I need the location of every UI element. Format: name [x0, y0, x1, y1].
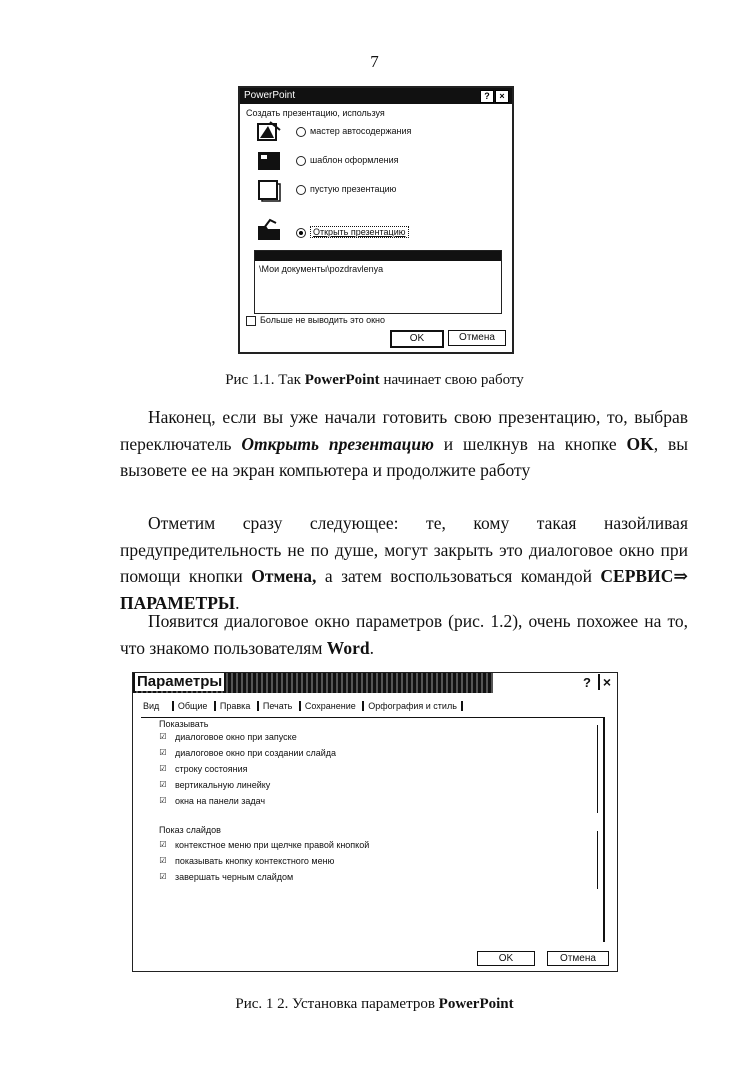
- blank-presentation-icon: [256, 178, 282, 202]
- tab-general[interactable]: Общие: [172, 701, 212, 711]
- ok-button[interactable]: OK: [477, 951, 535, 966]
- end-with-black-slide-label: завершать черным слайдом: [175, 872, 294, 882]
- tab-edit[interactable]: Правка: [214, 701, 254, 711]
- ok-button[interactable]: OK: [390, 330, 444, 348]
- figure2-caption: Рис. 1 2. Установка параметров PowerPoint: [235, 996, 514, 1012]
- startup-dialog-label: диалоговое окно при запуске: [175, 732, 297, 742]
- tab-spelling-style[interactable]: Орфография и стиль: [362, 701, 463, 711]
- dont-show-checkbox[interactable]: [246, 316, 256, 326]
- taskbar-windows-checkbox[interactable]: ☑: [159, 796, 167, 805]
- slideshow-group-label: Показ слайдов: [159, 825, 221, 835]
- create-group-label: Создать презентацию, используя: [246, 108, 385, 118]
- paragraph-3: Появится диалоговое окно параметров (рис. 1.2), очень похожее на то, что знакомо пользователям Word.: [120, 611, 688, 658]
- cancel-button[interactable]: Отмена: [547, 951, 609, 966]
- page-number: 7: [370, 52, 379, 71]
- open-presentation-label[interactable]: Открыть презентацию: [310, 226, 409, 238]
- close-button[interactable]: ×: [495, 90, 509, 103]
- popup-menu-right-click-label: контекстное меню при щелчке правой кнопкой: [175, 840, 370, 850]
- vertical-ruler-checkbox[interactable]: ☑: [159, 780, 167, 789]
- end-with-black-slide-checkbox[interactable]: ☑: [159, 872, 167, 881]
- options-dialog: [132, 672, 618, 972]
- popup-menu-button-label: показывать кнопку контекстного меню: [175, 856, 335, 866]
- design-template-radio[interactable]: [296, 156, 306, 166]
- blank-presentation-label[interactable]: пустую презентацию: [310, 184, 397, 194]
- template-icon: [256, 150, 282, 172]
- open-folder-icon: [256, 218, 284, 242]
- list-header-bar: [255, 251, 501, 261]
- dialog-title-bar: [240, 88, 512, 104]
- tab-strip: [143, 701, 463, 711]
- figure1-caption: Рис 1.1. Так PowerPoint начинает свою работу: [225, 372, 524, 388]
- show-group-label: Показывать: [159, 719, 209, 729]
- startup-dialog-checkbox[interactable]: ☑: [159, 732, 167, 741]
- open-presentation-radio[interactable]: [296, 228, 306, 238]
- help-button[interactable]: ?: [480, 90, 494, 103]
- dont-show-label: Больше не выводить это окно: [260, 315, 386, 325]
- tab-view[interactable]: Вид: [143, 701, 160, 711]
- blank-presentation-radio[interactable]: [296, 185, 306, 195]
- dialog-title: Параметры: [137, 673, 223, 690]
- tab-print[interactable]: Печать: [257, 701, 296, 711]
- powerpoint-startup-dialog: [238, 86, 514, 354]
- help-button[interactable]: ?: [583, 675, 591, 690]
- taskbar-windows-label: окна на панели задач: [175, 796, 266, 806]
- tab-save[interactable]: Сохранение: [299, 701, 360, 711]
- popup-menu-right-click-checkbox[interactable]: ☑: [159, 840, 167, 849]
- vertical-ruler-label: вертикальную линейку: [175, 780, 271, 790]
- status-bar-label: строку состояния: [175, 764, 248, 774]
- popup-menu-button-checkbox[interactable]: ☑: [159, 856, 167, 865]
- new-slide-dialog-checkbox[interactable]: ☑: [159, 748, 167, 757]
- dialog-title: PowerPoint: [244, 90, 296, 101]
- wizard-icon: [256, 120, 282, 144]
- autocontent-wizard-radio[interactable]: [296, 127, 306, 137]
- paragraph-2: Отметим сразу следующее: те, кому такая назойливая предупредительность не по душе, могут закрыть это диалоговое окно при помощи кнопки Отмена, а затем воспользоваться командой СЕРВИС⇒ ПАРАМЕТРЫ.: [120, 513, 688, 613]
- paragraph-1: Наконец, если вы уже начали готовить свою презентацию, то, выбрав переключатель Открыть презентацию и шелкнув на кнопке OK, вы вызовете ее на экран компьютера и продолжите работу: [120, 407, 688, 480]
- status-bar-checkbox[interactable]: ☑: [159, 764, 167, 773]
- new-slide-dialog-label: диалоговое окно при создании слайда: [175, 748, 337, 758]
- cancel-button[interactable]: Отмена: [448, 330, 506, 346]
- close-button[interactable]: ×: [598, 674, 611, 690]
- recent-files-list[interactable]: [254, 250, 502, 314]
- list-item[interactable]: \Мои документы\pozdravlenya: [259, 264, 384, 274]
- design-template-label[interactable]: шаблон оформления: [310, 155, 399, 165]
- autocontent-wizard-label[interactable]: мастер автосодержания: [310, 126, 412, 136]
- dialog-title-bar: [133, 673, 493, 693]
